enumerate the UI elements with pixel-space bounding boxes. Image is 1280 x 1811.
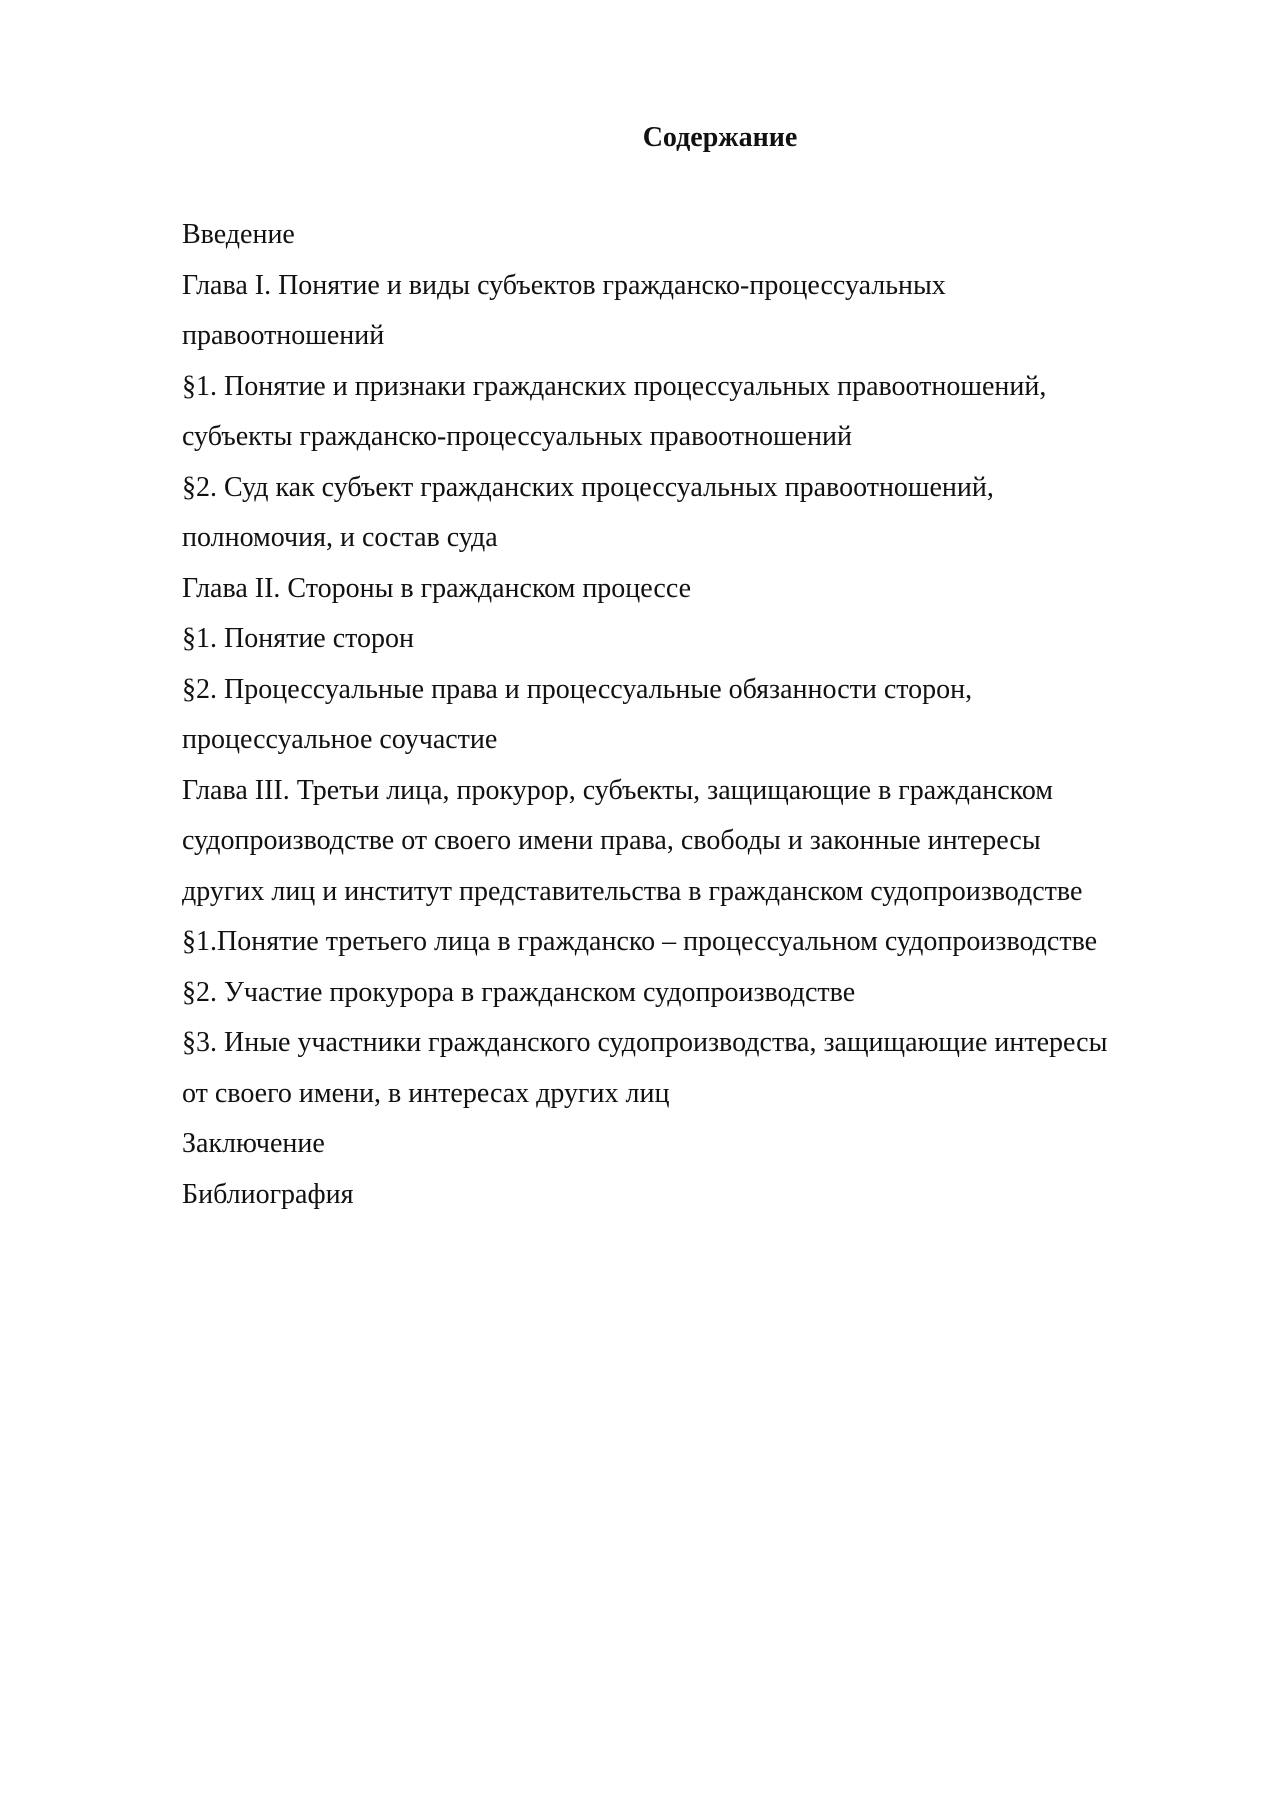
toc-line-ch1-section-1: §1. Понятие и признаки гражданских процессуальных правоотношений, [182,370,1047,402]
toc-line-ch2-section-1: §1. Понятие сторон [182,623,415,654]
toc-line-conclusion: Заключение [182,1128,325,1159]
toc-line-ch1-section-2-cont: полномочия, и состав суда [182,522,498,553]
toc-line-ch3-section-3-cont: от своего имени, в интересах других лиц [182,1077,670,1109]
toc-line-chapter-1-cont: правоотношений [182,320,385,351]
toc-line-bibliography: Библиография [182,1178,354,1210]
toc-line-chapter-3-cont-1: судопроизводстве от своего имени права, свободы и законные интересы [182,825,1041,856]
toc-line-chapter-3-cont-2: других лиц и институт представительства в гражданском судопроизводстве [182,875,1083,907]
toc-line-chapter-2: Глава II. Стороны в гражданском процессе [182,572,692,604]
toc-line-chapter-3: Глава III. Третьи лица, прокурор, субъекты, защищающие в гражданском [182,774,1054,806]
toc-line-introduction: Введение [182,219,295,250]
toc-title: Содержание [642,122,798,153]
toc-line-ch3-section-1: §1.Понятие третьего лица в гражданско – процессуальном судопроизводстве [182,926,1098,957]
toc-line-chapter-1: Глава I. Понятие и виды субъектов гражданско-процессуальных [182,269,946,301]
toc-line-ch1-section-1-cont: субъекты гражданско-процессуальных правоотношений [182,421,852,452]
toc-line-ch2-section-2: §2. Процессуальные права и процессуальные обязанности сторон, [182,673,973,705]
toc-line-ch2-section-2-cont: процессуальное соучастие [182,724,498,755]
toc-line-ch3-section-2: §2. Участие прокурора в гражданском судопроизводстве [182,976,856,1008]
table-of-contents [182,210,1192,1220]
toc-line-ch3-section-3: §3. Иные участники гражданского судопроизводства, защищающие интересы [182,1027,1108,1058]
toc-line-ch1-section-2: §2. Суд как субъект гражданских процессуальных правоотношений, [182,471,994,503]
